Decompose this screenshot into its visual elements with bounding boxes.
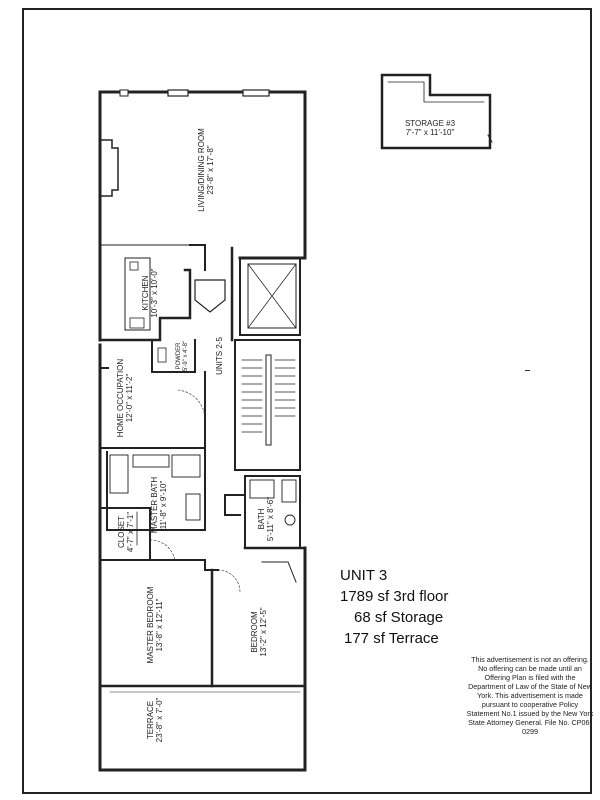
home-occupation-dims: 12'-0" x 11'-2" xyxy=(125,373,134,423)
powder-name: POWDER xyxy=(176,342,182,370)
storage-dims: 7'-7" x 11'-10" xyxy=(405,128,455,137)
unit-storage-area: 68 sf Storage xyxy=(354,609,444,626)
bath-vanity xyxy=(282,480,296,502)
stair-well xyxy=(266,355,271,445)
unit-floor-area: 1789 sf 3rd floor xyxy=(340,588,449,605)
elevator-cross xyxy=(248,264,296,328)
master-bath-shower-2 xyxy=(186,494,200,520)
kitchen-range xyxy=(130,318,144,328)
bedroom-door-jamb xyxy=(205,560,218,570)
closet-door-swing xyxy=(150,540,175,560)
kitchen-name: KITCHEN xyxy=(141,275,150,311)
window-north-2 xyxy=(243,90,269,96)
stair-treads xyxy=(242,360,295,432)
window-north-3 xyxy=(120,90,128,96)
elevator-shaft xyxy=(240,258,300,335)
closet-name: CLOSET xyxy=(117,515,126,549)
kitchen-sink xyxy=(130,262,138,270)
storage-walls xyxy=(382,75,490,148)
hall-closet xyxy=(195,280,225,312)
bedroom-door-swing xyxy=(218,570,240,592)
exterior-wall-south xyxy=(100,548,305,770)
master-bath-vanity xyxy=(133,455,169,467)
home-occupation-name: HOME OCCUPATION xyxy=(116,358,125,438)
master-bedroom-name: MASTER BEDROOM xyxy=(146,586,155,664)
bedroom-name: BEDROOM xyxy=(250,611,259,653)
bath-name: BATH xyxy=(257,508,266,530)
bedroom-closet xyxy=(262,562,296,582)
powder-dims: 5'-9" x 4'-8" xyxy=(183,340,189,372)
units-label: UNITS 2-5 xyxy=(215,337,224,375)
terrace-dims: 23'-8" x 7'-0" xyxy=(155,697,164,743)
unit-title: UNIT 3 xyxy=(340,567,388,584)
master-bath-tub xyxy=(110,455,128,493)
bath-tub xyxy=(250,480,274,498)
master-bedroom-dims: 13'-8" x 12'-11" xyxy=(155,598,164,652)
bath-toilet xyxy=(285,515,295,525)
unit-summary xyxy=(340,565,448,649)
window-north-1 xyxy=(168,90,188,96)
unit-terrace-area: 177 sf Terrace xyxy=(344,630,439,647)
bath-dims: 5'-11" x 8'-6" xyxy=(266,496,275,542)
storage-inner-line xyxy=(388,82,484,102)
closet-dims: 4'-7" x 7'-1" xyxy=(126,511,135,553)
storage-name: STORAGE #3 xyxy=(404,119,456,128)
living-room-name: LIVING/DINING ROOM xyxy=(197,128,206,212)
hall-corner xyxy=(225,495,245,515)
home-occupation-door-swing xyxy=(178,390,205,420)
stair-enclosure xyxy=(235,340,300,470)
fireplace xyxy=(100,140,118,196)
master-bath-shower xyxy=(172,455,200,477)
dash-mark xyxy=(525,370,530,371)
master-bath-dims: 11'-8" x 9'-10" xyxy=(159,480,168,530)
powder-toilet xyxy=(158,348,166,362)
bedroom-dims: 13'-2" x 12'-5" xyxy=(259,607,268,657)
terrace-name: TERRACE xyxy=(146,700,155,740)
living-room-dims: 23'-8" x 17'-8" xyxy=(206,145,215,195)
legal-disclaimer: This advertisement is not an offering. No offering can be made until an Offering Plan is filed with the Department of Law of the State of New York. This advertisement is made pursuant to cooperative Policy Statement No.1 issued by the New York State Attorney General. File No. CP06-0299 xyxy=(466,655,594,736)
master-bath-name: MASTER BATH xyxy=(150,476,159,534)
kitchen-corner xyxy=(190,245,205,270)
kitchen-dims: 10'-3" x 10'-0" xyxy=(150,268,159,318)
